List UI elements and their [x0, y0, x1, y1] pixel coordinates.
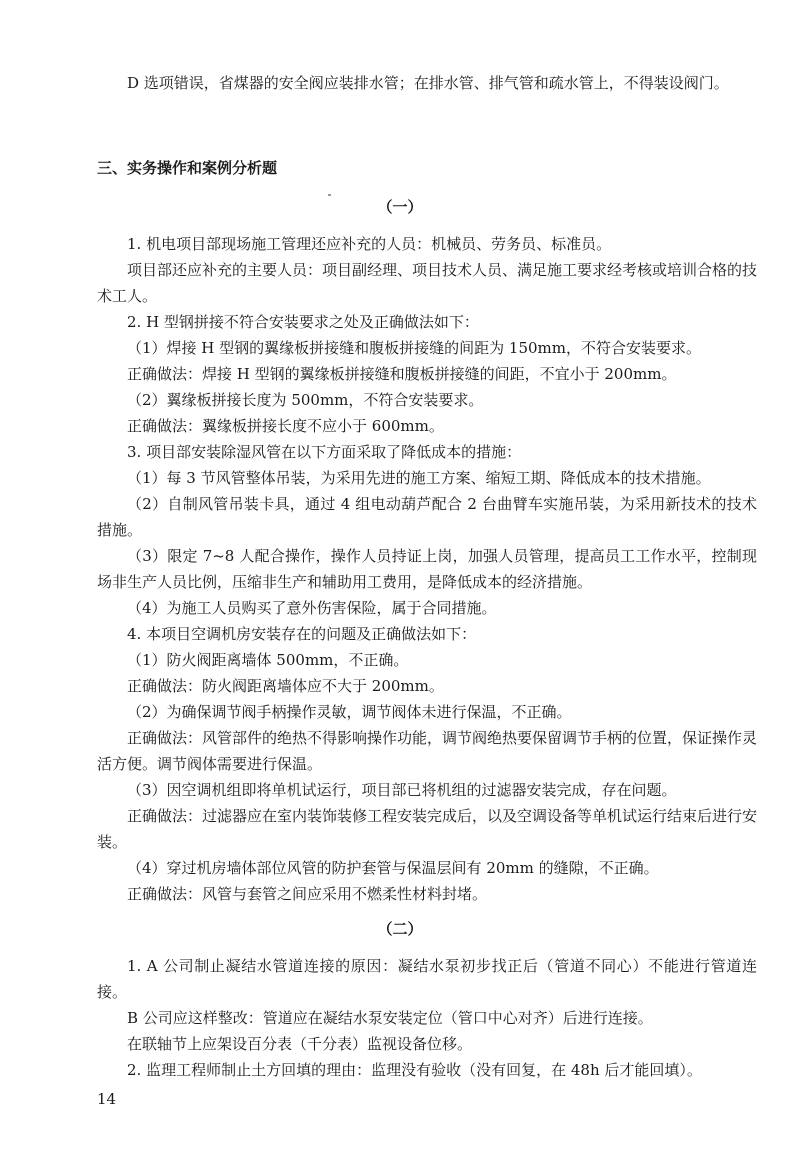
section-heading: 三、实务操作和案例分析题	[97, 159, 278, 177]
part1-line: 1. 机电项目部现场施工管理还应补充的人员：机械员、劳务员、标准员。	[127, 235, 612, 253]
part1-line: 正确做法：焊接 H 型钢的翼缘板拼接缝和腹板拼接缝的间距，不宜小于 200mm。	[127, 365, 677, 383]
part2-line: 2. 监理工程师制止土方回填的理由：监理没有验收（没有回复，在 48h 后才能回填）。	[127, 1061, 702, 1079]
part1-line: （3）限定 7~8 人配合操作，操作人员持证上岗，加强人员管理，提高员工工作水平，控制现场非生产人员比例，压缩非生产和辅助用工费用，是降低成本的经济措施。	[97, 547, 757, 591]
part1-line: （1）防火阀距离墙体 500mm，不正确。	[127, 651, 409, 669]
part1-line: 正确做法：过滤器应在室内装饰装修工程安装完成后，以及空调设备等单机试运行结束后进行安装。	[97, 807, 758, 851]
part1-line: （1）每 3 节风管整体吊装，为采用先进的施工方案、缩短工期、降低成本的技术措施。	[127, 469, 711, 487]
part1-line: （1）焊接 H 型钢的翼缘板拼接缝和腹板拼接缝的间距为 150mm，不符合安装要求。	[127, 339, 702, 357]
part-one-title: （一）	[377, 198, 423, 216]
part1-line: 3. 项目部安装除湿风管在以下方面采取了降低成本的措施：	[127, 443, 522, 461]
part1-line: 4. 本项目空调机房安装存在的问题及正确做法如下：	[127, 625, 477, 643]
part1-line: （2）自制风管吊装卡具，通过 4 组电动葫芦配合 2 台曲臂车实施吊装，为采用新技术的技术措施。	[97, 495, 757, 539]
intro-paragraph: D 选项错误，省煤器的安全阀应装排水管；在排水管、排气管和疏水管上，不得装设阀门。	[127, 74, 729, 92]
part2-line: 在联轴节上应架设百分表（千分表）监视设备位移。	[127, 1035, 473, 1053]
part1-line: 正确做法：风管部件的绝热不得影响操作功能，调节阀绝热要保留调节手柄的位置，保证操作灵活方便。调节阀体需要进行保温。	[97, 729, 758, 773]
part1-line: 2. H 型钢拼接不符合安装要求之处及正确做法如下：	[127, 313, 479, 331]
part1-line: （4）穿过机房墙体部位风管的防护套管与保温层间有 20mm 的缝隙，不正确。	[127, 859, 659, 877]
part1-line: 正确做法：翼缘板拼接长度不应小于 600mm。	[127, 417, 444, 435]
part2-line: B 公司应这样整改：管道应在凝结水泵安装定位（管口中心对齐）后进行连接。	[127, 1009, 653, 1027]
part1-line: 正确做法：风管与套管之间应采用不燃柔性材料封堵。	[127, 885, 488, 903]
part1-line: （2）为确保调节阀手柄操作灵敏，调节阀体未进行保温，不正确。	[127, 703, 572, 721]
part1-line: 项目部还应补充的主要人员：项目副经理、项目技术人员、满足施工要求经考核或培训合格的技术工人。	[97, 261, 758, 305]
part1-line: （4）为施工人员购买了意外伤害保险，属于合同措施。	[127, 599, 497, 617]
part1-line: 正确做法：防火阀距离墙体应不大于 200mm。	[127, 677, 444, 695]
page-number: 14	[97, 1090, 117, 1108]
part2-line: 1. A 公司制止凝结水管道连接的原因：凝结水泵初步找正后（管道不同心）不能进行管道连接。	[97, 957, 757, 1001]
part-two-title: （二）	[377, 920, 423, 938]
part1-line: （2）翼缘板拼接长度为 500mm，不符合安装要求。	[127, 391, 484, 409]
part1-line: （3）因空调机组即将单机试运行，项目部已将机组的过滤器安装完成，存在问题。	[127, 781, 677, 799]
